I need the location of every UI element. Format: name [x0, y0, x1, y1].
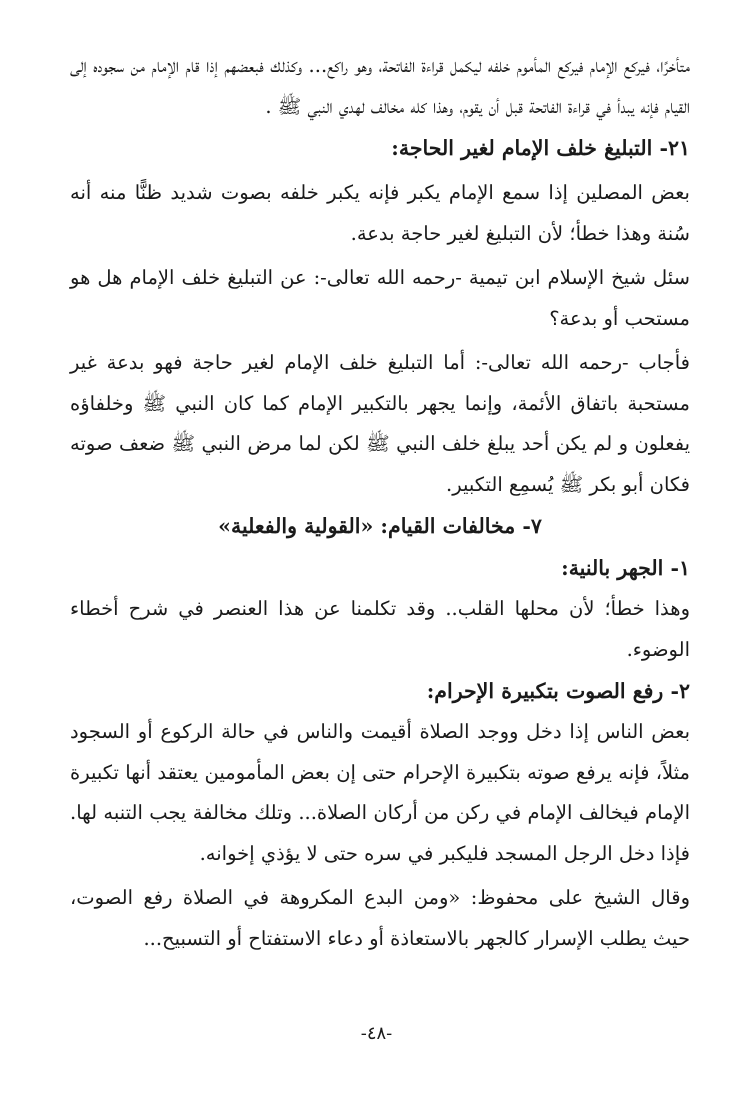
heading-7-qiyam: ٧- مخالفات القيام: «القولية والفعلية»	[218, 514, 542, 538]
paragraph-7: وقال الشيخ على محفوظ: «ومن البدع المكروهة في الصلاة رفع الصوت، حيث يطلب الإسرار كالجهر بالاستعاذة أو دعاء الاستفتاح أو التسبيح...	[70, 886, 690, 950]
page-body	[70, 46, 690, 959]
heading-1-niyyah: ١- الجهر بالنية:	[561, 556, 690, 580]
paragraph-3: سئل شيخ الإسلام ابن تيمية -رحمه الله تعالى-: عن التبليغ خلف الإمام هل هو مستحب أو بدعة؟	[70, 266, 690, 330]
paragraph-5: وهذا خطأ؛ لأن محلها القلب.. وقد تكلمنا عن هذا العنصر في شرح أخطاء الوضوء.	[70, 597, 690, 661]
heading-2-takbir: ٢- رفع الصوت بتكبيرة الإحرام:	[426, 679, 690, 703]
paragraph-1: متأخرًا، فيركع الإمام فيركع المأموم خلفه ليكمل قراءة الفاتحة، وهو راكع... وكذلك فبعضهم إذا قام الإمام من سجوده إلى القيام فإنه يبدأ في قراءة الفاتحة قبل أن يقوم، وهذا كله مخالف لهدي النبي ﷺ .	[70, 54, 690, 118]
paragraph-6: بعض الناس إذا دخل ووجد الصلاة أقيمت والناس في حالة الركوع أو السجود مثلاً، فإنه يرفع صوته بتكبيرة الإحرام حتى إن بعض المأمومين يعتقد أنها تكبيرة الإمام فيخالف الإمام في ركن من أركان الصلاة... وتلك مخالفة يجب التنبه لها. فإذا دخل الرجل المسجد فليكبر في سره حتى لا يؤذي إخوانه.	[70, 720, 690, 865]
page-number: -٤٨-	[360, 1023, 393, 1044]
heading-21-tabligh: ٢١- التبليغ خلف الإمام لغير الحاجة:	[391, 136, 690, 160]
paragraph-4: فأجاب -رحمه الله تعالى-: أما التبليغ خلف الإمام لغير حاجة فهو بدعة غير مستحبة باتفاق الأئمة، وإنما يجهر بالتكبير الإمام كما كان النبي ﷺ وخلفاؤه يفعلون و لم يكن أحد يبلغ خلف النبي ﷺ لكن لما مرض النبي ﷺ ضعف صوته فكان أبو بكر ﷺ يُسمِع التكبير.	[70, 351, 690, 496]
paragraph-2: بعض المصلين إذا سمع الإمام يكبر فإنه يكبر خلفه بصوت شديد ظنًّا منه أنه سُنة وهذا خطأ؛ لأن التبليغ لغير حاجة بدعة.	[70, 181, 690, 245]
